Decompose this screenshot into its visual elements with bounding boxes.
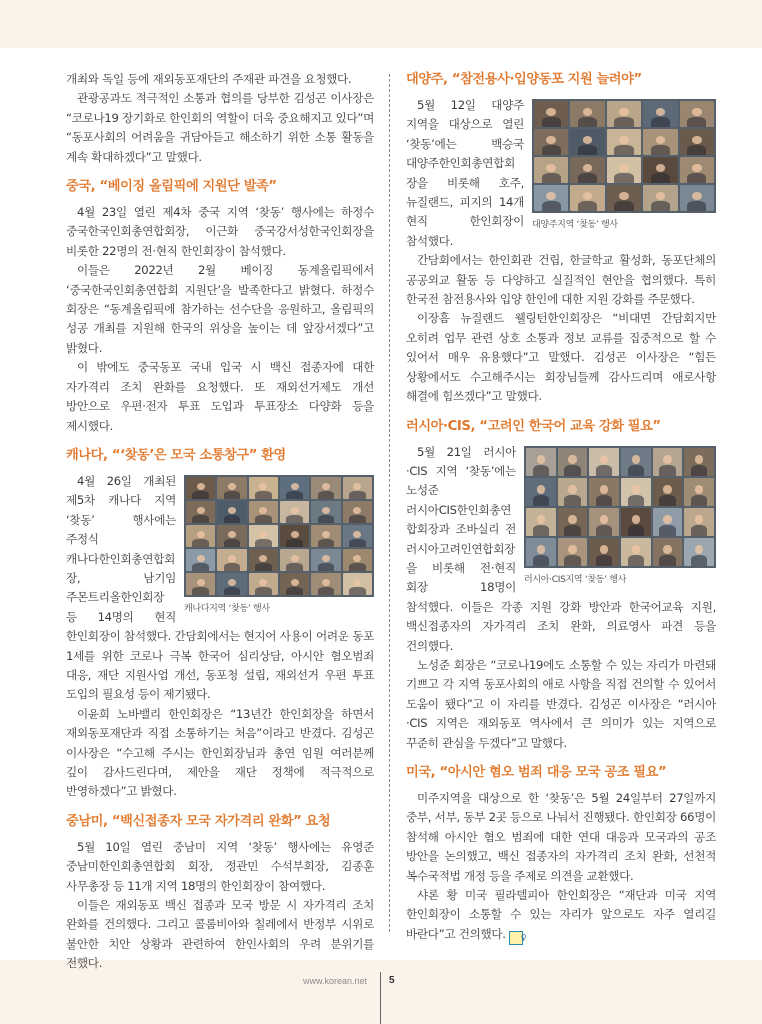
left-column [66,70,374,974]
body-paragraph: 이들은 2022년 2월 베이징 동계올림픽에서 ‘중국한국인회총연합회 지원단’을 발족한다고 밝혔다. 하정수 회장은 “동계올림픽에 참가하는 선수단을 응원하고, 올림픽의 성공 개최를 지원해 한국의 위상을 높이는 데 앞장서겠다”고 밝혔다. [66,263,374,355]
body-paragraph: 5월 21일 러시아·CIS 지역 ‘찾동’에는 노성준 러시아CIS한인회총연합회장과 조바실리 전 러시아고려인연합회장을 비롯해 전·현직 회장 18명이 참석했다. 이들은 각종 지원 강화 방안과 한국어교육 지원, 백신접종자의 자가격리 조치 완화, 의료영사 파견 등을 건의했다. [406,444,716,653]
russia-photo-caption: 러시아·CIS지역 ‘찾동’ 행사 [524,574,627,585]
body-paragraph: 이들은 재외동포 백신 접종과 모국 방문 시 자가격리 조치 완화를 건의했다. 그리고 콜롬비아와 칠레에서 반정부 시위로 불안한 치안 상황과 관련하여 한인사회의 우려 분위기를 전했다. [66,898,374,971]
body-paragraph: 이장흠 뉴질랜드 웰링턴한인회장은 “비대면 간담회지만 오히려 업무 관련 상호 소통과 정보 교류를 집중적으로 할 수 있어서 매우 유용했다”고 말했다. 김성곤 이사장은 “힘든 상황에서도 수고해주시는 회장님들께 감사드리며 애로사항 해결에 힘쓰겠다”고 말했다. [406,311,716,404]
section-title-china: 중국, “베이징 올림픽에 지원단 발족” [66,179,277,195]
body-paragraph: 간담회에서는 한인회관 건립, 한글학교 활성화, 동포단체의 공공외교 활동 등 다양하고 실질적인 현안을 협의했다. 특히 한국전 참전용사와 입양 한인에 대한 지원 강화를 주문했다. [406,253,716,307]
oceania-photo-caption: 대양주지역 ‘찾동’ 행사 [532,220,618,230]
body-paragraph: 이 밖에도 중국동포 국내 입국 시 백신 접종자에 대한 자가격리 조치 완화를 요청했다. 또 재외선거제도 개선 방안으로 우편·전자 투표 도입과 투표장소 다양화 등을 제시했다. [66,360,374,433]
body-paragraph: 노성준 회장은 “코로나19에도 소통할 수 있는 자리가 마련돼 기쁘고 각 지역 동포사회의 애로 사항을 직접 건의할 수 있어서 도움이 됐다”고 이 자리를 반겼다. 김성곤 이사장은 “러시아·CIS 지역은 재외동포 역사에서 큰 의미가 있는 지역으로 꾸준히 관심을 두겠다”고 말했다. [406,657,716,750]
body-paragraph: 4월 23일 열린 제4차 중국 지역 ‘찾동’ 행사에는 하정수 중국한국인회총연합회장, 이근화 중국강서성한국인회장을 비롯한 22명의 전·현직 한인회장이 참석했다. [66,205,374,258]
closing-sentence: 샤론 황 미국 필라델피아 한인회장은 “재단과 미국 지역 한인회장이 소통할 수 있는 자리가 앞으로도 자주 열리길 바란다”고 건의했다. [406,888,716,941]
body-paragraph: 미주지역을 대상으로 한 ‘찾동’은 5월 24일부터 27일까지 중부, 서부, 동부 2곳 등으로 나눠서 진행됐다. 한인회장 66명이 참석해 아시안 혐오 범죄에 대한 연대 대응과 모국과의 공조 방안을 논의했고, 백신 접종자의 자가격리 조치 완화, 선천적 복수국적법 개정 등을 주제로 의견을 교환했다. [406,791,716,883]
footer-separator [380,972,381,1024]
section-title-usa: 미국, “아시안 혐오 범죄 대응 모국 공조 필요” [406,765,667,780]
russia-photo-figure [524,446,716,585]
intro-paragraph: 관광공과도 적극적인 소통과 협의를 당부한 김성곤 이사장은 “코로나19 장기화로 한인회의 역할이 더욱 중요해지고 있다”며 “동포사회의 어려움을 귀담아듣고 해소하기 위한 소통 활동을 계속 확대하겠다”고 말했다. [66,91,374,164]
canada-meeting-photo [184,475,374,597]
article-end-icon: ♀ [509,931,523,945]
section-title-russia: 러시아·CIS, “고려인 한국어 교육 강화 필요” [406,418,661,434]
canada-photo-caption: 캐나다지역 ‘찾동’ 행사 [184,603,270,614]
oceania-meeting-photo [532,99,716,213]
body-paragraph: 5월 12일 대양주 지역을 대상으로 열린 ‘찾동’에는 백승국 대양주한인회총연합회장을 비롯해 호주, 뉴질랜드, 피지의 14개 현직 한인회장이 참석했다. [406,98,524,248]
intro-paragraph: 개최와 독일 등에 재외동포재단의 주재관 파견을 요청했다. [66,72,352,86]
top-band [0,0,762,48]
body-paragraph [406,886,716,945]
body-paragraph: 4월 26일 개최된 제5차 캐나다 지역 ‘찾동’ 행사에는 주정식 캐나다한인회총연합회장, 남기임 주몬트리올한인회장 등 14명의 현직 한인회장이 참석했다. 간담회에서는 현지어 사용이 어려운 동포 1세를 위한 코로나 극복 한국어 심리상담, 아시안 혐오범죄 대응, 재단 지원사업 개선, 동포청 설립, 재외선거 우편 투표 도입의 필요성 등이 제기됐다. [66,473,374,702]
oceania-photo-figure [532,99,716,230]
section-title-oceania: 대양주, “참전용사·입양동포 지원 늘려야” [406,72,642,87]
russia-meeting-photo [524,446,716,568]
section-title-canada: 캐나다, “‘찾동’은 모국 소통창구” 환영 [66,447,286,463]
section-title-latam: 중남미, “백신접종자 모국 자가격리 완화” 요청 [66,813,331,829]
canada-photo-figure [184,475,374,614]
body-paragraph: 5월 10일 열린 중남미 지역 ‘찾동’ 행사에는 유영준 중남미한인회총연합회 회장, 정관민 수석부회장, 김종훈 사무총장 등 11개 지역 18명의 한인회장이 참여했다. [66,839,374,893]
footer-url: www.korean.net [303,976,368,986]
body-paragraph: 이윤희 노바밸리 한인회장은 “13년간 한인회장을 하면서 재외동포재단과 직접 소통하기는 처음”이라고 반겼다. 김성곤 이사장은 “수고해 주시는 한인회장님과 총연 임원 여러분께 깊이 감사드린다며, 제안을 재단 정책에 적극적으로 반영하겠다”고 밝혔다. [66,706,374,799]
page-number: 5 [389,975,395,986]
right-column [406,70,716,945]
column-divider [389,74,390,932]
